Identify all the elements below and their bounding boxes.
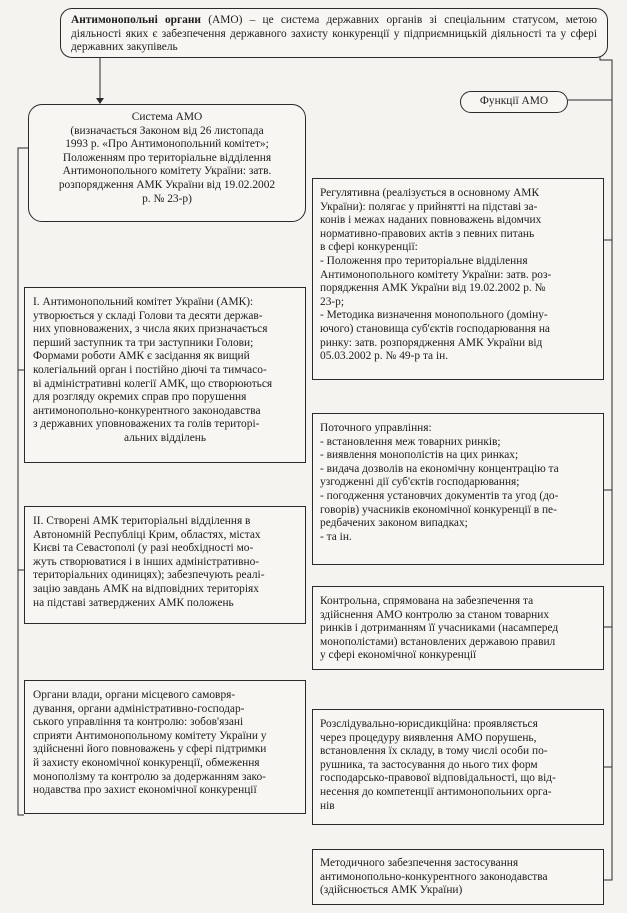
function-methodical (312, 849, 604, 905)
function-line: нів (320, 799, 335, 812)
left-box-line: антимонопольно-конкурентного законодавства (33, 404, 261, 417)
left-box-line: дування, органи адміністративно-господар- (33, 702, 245, 715)
function-line: конів і межах наданих повноважень відомчих (320, 214, 542, 227)
function-line: нормативно-правових актів з певних питань (320, 227, 535, 240)
system-line: розпорядження АМК України від 19.02.2002 (58, 178, 276, 191)
function-line: через процедуру виявлення АМО порушень, (320, 731, 537, 744)
left-box-line: для розгляду окремих справ про порушення (33, 391, 247, 404)
function-line: - Положення про територіальне відділення (320, 254, 528, 267)
system-line: Система АМО (131, 111, 203, 123)
left-box-line: територіальних одиницях); забезпечують реалі- (33, 569, 265, 582)
functions-title-box (460, 91, 568, 113)
left-box-authorities (24, 680, 306, 814)
left-box-line: й захисту економічної конкуренції, обмеження (33, 756, 260, 769)
left-box-territorial (24, 506, 306, 624)
function-line: - Методика визначення монопольного (доміну- (320, 309, 548, 322)
function-line: Поточного управління: (320, 422, 432, 434)
function-line: - та ін. (320, 530, 352, 543)
function-line: Методичного забезпечення застосування (320, 857, 519, 869)
left-box-line: Києві та Севастополі (у разі необхідності мо- (33, 542, 254, 555)
function-line: рушника, та застосування до нього тих форм (320, 758, 538, 771)
left-box-line: ІІ. Створені АМК територіальні відділення в (33, 515, 251, 527)
left-box-line: сприяти Антимонопольному комітету України у (33, 729, 267, 742)
left-box-line: монополізму та контролю за додержанням зако- (33, 770, 266, 783)
system-line: 1993 р. «Про Антимонопольний комітет»; (65, 138, 269, 151)
left-box-line: ського управління та контролю: зобов'язані (33, 716, 244, 729)
function-regulatory (312, 178, 604, 380)
function-line: узгодженні дії суб'єктів господарювання; (320, 476, 520, 489)
function-line: редбачених законом випадках; (320, 517, 468, 530)
function-line: здійснення АМО контролю за станом товарних (320, 608, 550, 621)
function-line: - погодження установчих документів та угод (до- (320, 489, 559, 502)
left-box-line: здійсненні його повноважень у сфері підтримки (33, 743, 267, 756)
function-line: Регулятивна (реалізується в основному АМК (320, 187, 540, 199)
function-line: ючого) становища суб'єктів господарювання на (320, 322, 550, 335)
left-box-line: Органи влади, органи місцевого самовря- (33, 689, 236, 701)
system-amo-box (28, 104, 306, 222)
amo-definition: (АМО) – це система державних органів зі спеціальним статусом, метою діяльності яких є забезпечення державного захисту конкуренції у підприємницькій діяльності та у сфері державних закупівель (71, 14, 597, 54)
function-line: несення до компетенції антимонопольних орга- (320, 785, 552, 798)
amo-term: Антимонопольні органи (71, 14, 201, 26)
function-line: Контрольна, спрямована на забезпечення та (320, 595, 534, 607)
function-line: - виявлення монополістів на цих ринках; (320, 449, 519, 462)
function-line: - видача дозволів на економічну концентрацію та (320, 462, 559, 475)
function-line: порядження АМК України від 19.02.2002 р. № (320, 282, 546, 295)
function-line: 23-р; (320, 295, 345, 308)
function-line: монополістами) встановлених державою правил (320, 635, 556, 648)
left-box-line: жуть створюватися і в інших адміністративно- (33, 555, 260, 568)
function-control (312, 586, 604, 670)
function-investigative (312, 709, 604, 825)
function-line: встановлення їх складу, в тому числі особи по- (320, 745, 548, 758)
function-line: у сфері економічної конкуренції (320, 649, 477, 662)
left-box-line: Автономній Республіці Крим, областях, містах (33, 528, 261, 541)
left-box-amk (24, 287, 306, 463)
system-line: Положенням про територіальне відділення (62, 151, 272, 164)
left-box-line: зацію завдань АМК на відповідних територіях (33, 582, 259, 595)
left-box-line: альних відділень (123, 431, 207, 444)
left-box-line: колегіальний орган і постійно діючі та тимчасо- (33, 363, 267, 376)
system-line: (визначається Законом від 26 листопада (70, 124, 264, 137)
function-line: в сфері конкуренції: (320, 241, 418, 254)
function-line: антимонопольно-конкурентного законодавства (320, 870, 548, 883)
function-line: говорів) учасників економічної конкуренції в пе- (320, 503, 557, 516)
amo-definition-box (60, 8, 608, 58)
system-line: р. № 23-р) (142, 192, 192, 205)
function-line: 05.03.2002 р. № 49-р та ін. (320, 350, 449, 363)
function-line: господарсько-правової відповідальності, що від- (320, 772, 556, 785)
function-line: Антимонопольного комітету України: затв. роз- (320, 268, 552, 281)
left-box-line: нодавства про захист економічної конкуренції (33, 784, 257, 797)
left-box-line: перший заступник та три заступники Голови; (33, 336, 254, 349)
left-box-line: утворюється у складі Голови та десяти держав- (33, 309, 263, 322)
system-line: Антимонопольного комітету України: затв. (62, 165, 272, 178)
left-box-line: на підставі затверджених АМК положень (33, 596, 234, 609)
left-box-line: І. Антимонопольний комітет України (АМК): (33, 296, 254, 308)
functions-title: Функції АМО (479, 95, 549, 107)
left-box-line: Формами роботи АМК є засідання як вищий (33, 350, 250, 363)
function-line: ринків і дотриманням її учасниками (насамперед (320, 622, 559, 635)
function-line: (здійснюється АМК України) (320, 884, 463, 897)
left-box-line: ві адміністративні колегії АМК, що створюються (33, 377, 273, 390)
left-box-line: них уповноважених, з числа яких призначається (33, 323, 268, 336)
left-box-line: з державних уповноважених та голів територі- (33, 418, 260, 431)
function-current-management (312, 413, 604, 565)
function-line: Розслідувально-юрисдикційна: проявляється (320, 718, 538, 730)
function-line: ринку: затв. розпорядження АМК України від (320, 336, 543, 349)
function-line: України): полягає у прийнятті на підставі за- (320, 200, 538, 213)
function-line: - встановлення меж товарних ринків; (320, 435, 501, 448)
